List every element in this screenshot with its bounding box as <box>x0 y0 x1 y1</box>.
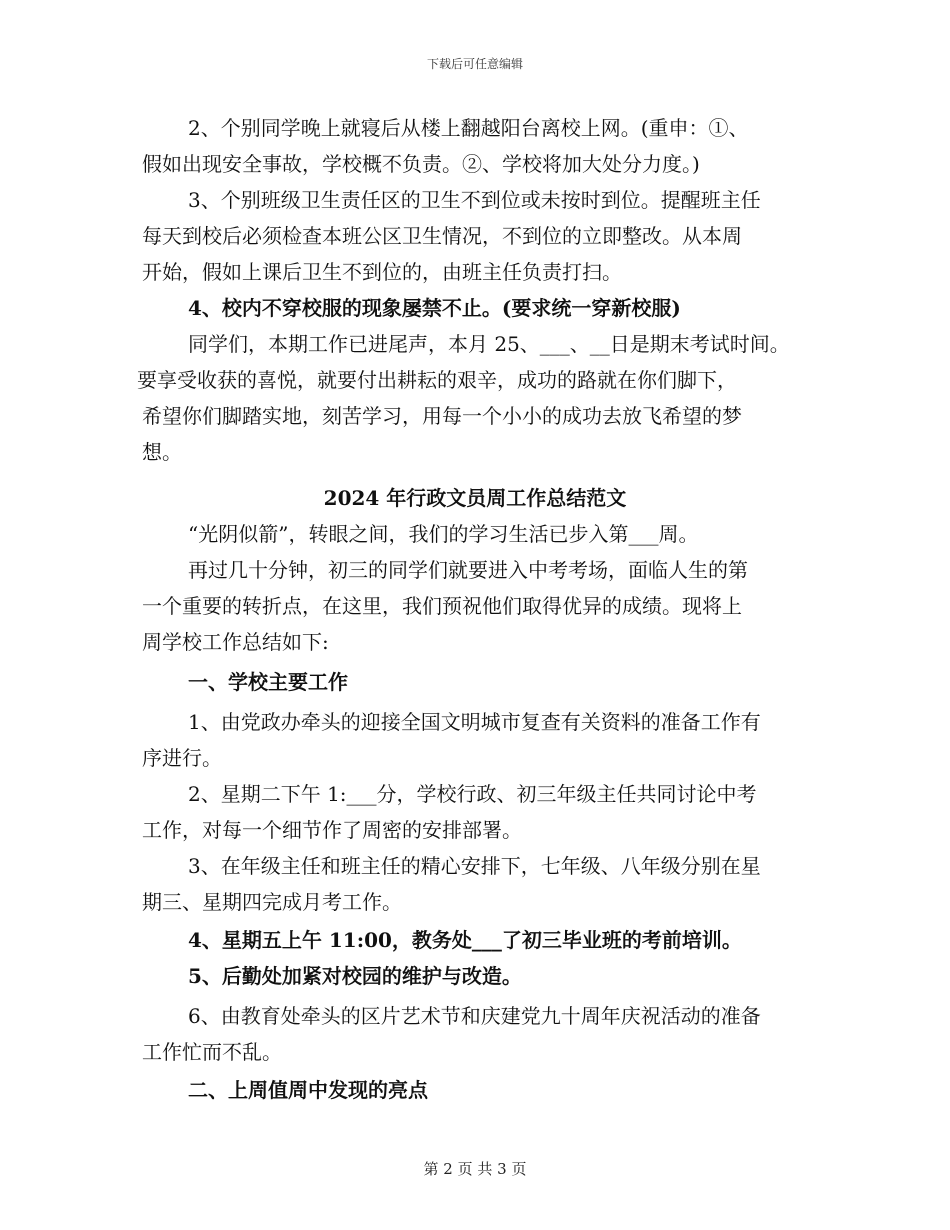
text-line: 二、上周值周中发现的亮点 <box>188 1078 428 1102</box>
page-header-note: 下载后可任意编辑 <box>426 57 523 71</box>
section-heading-1 <box>142 664 842 700</box>
work-item-5 <box>142 958 842 994</box>
section-heading-2 <box>142 1072 842 1108</box>
text-line: 周学校工作总结如下: <box>142 630 329 654</box>
item-4-paragraph <box>142 290 842 326</box>
text-line: 同学们，本期工作已进尾声，本月 25、___、__日是期末考试时间。 <box>188 332 790 356</box>
text-line: 再过几十分钟，初三的同学们就要进入中考考场，面临人生的第 <box>188 558 748 582</box>
item-2-paragraph <box>142 110 842 182</box>
text-line: 1、由党政办牵头的迎接全国文明城市复查有关资料的准备工作有 <box>188 710 761 734</box>
text-line: 工作，对每一个细节作了周密的安排部署。 <box>142 818 522 842</box>
work-item-6 <box>142 998 842 1070</box>
text-line: 希望你们脚踏实地，刻苦学习，用每一个小小的成功去放飞希望的梦 <box>142 404 742 428</box>
text-line: 2、个别同学晚上就寝后从楼上翻越阳台离校上网。(重申：①、 <box>188 116 749 140</box>
text-line: 6、由教育处牵头的区片艺术节和庆建党九十周年庆祝活动的准备 <box>188 1004 761 1028</box>
text-line: 3、在年级主任和班主任的精心安排下，七年级、八年级分别在星 <box>188 854 761 878</box>
work-item-4 <box>142 922 842 958</box>
text-line: 假如出现安全事故，学校概不负责。②、学校将加大处分力度。) <box>142 152 700 176</box>
work-item-3 <box>142 848 842 920</box>
text-line: 期三、星期四完成月考工作。 <box>142 890 402 914</box>
text-line: 5、后勤处加紧对校园的维护与改造。 <box>188 964 522 988</box>
intro-paragraph-2 <box>142 552 842 660</box>
text-line: 4、星期五上午 11:00，教务处___了初三毕业班的考前培训。 <box>188 928 742 952</box>
text-line: 2、星期二下午 1:___分，学校行政、初三年级主任共同讨论中考 <box>188 782 757 806</box>
text-line: “光阴似箭”，转眼之间，我们的学习生活已步入第___周。 <box>188 522 699 546</box>
text-line: 一、学校主要工作 <box>188 670 348 694</box>
item-3-paragraph <box>142 182 842 290</box>
text-line: 要享受收获的喜悦，就要付出耕耘的艰辛，成功的路就在你们脚下， <box>137 368 737 392</box>
text-line: 一个重要的转折点，在这里，我们预祝他们取得优异的成绩。现将上 <box>142 594 742 618</box>
text-line: 工作忙而不乱。 <box>142 1040 282 1064</box>
text-line: 想。 <box>142 440 182 464</box>
text-line: 序进行。 <box>142 746 222 770</box>
work-item-2 <box>142 776 842 848</box>
closing-paragraph <box>137 326 842 470</box>
text-line: 每天到校后必须检查本班公区卫生情况，不到位的立即整改。从本周 <box>142 224 742 248</box>
work-item-1 <box>142 704 842 776</box>
intro-paragraph-1 <box>142 516 842 552</box>
text-line: 4、校内不穿校服的现象屡禁不止。(要求统一穿新校服) <box>188 296 681 320</box>
document-title: 2024 年行政文员周工作总结范文 <box>323 486 627 510</box>
page-number-footer: 第 2 页 共 3 页 <box>423 1160 527 1178</box>
text-line: 开始，假如上课后卫生不到位的，由班主任负责打扫。 <box>142 260 622 284</box>
text-line: 3、个别班级卫生责任区的卫生不到位或未按时到位。提醒班主任 <box>188 188 761 212</box>
